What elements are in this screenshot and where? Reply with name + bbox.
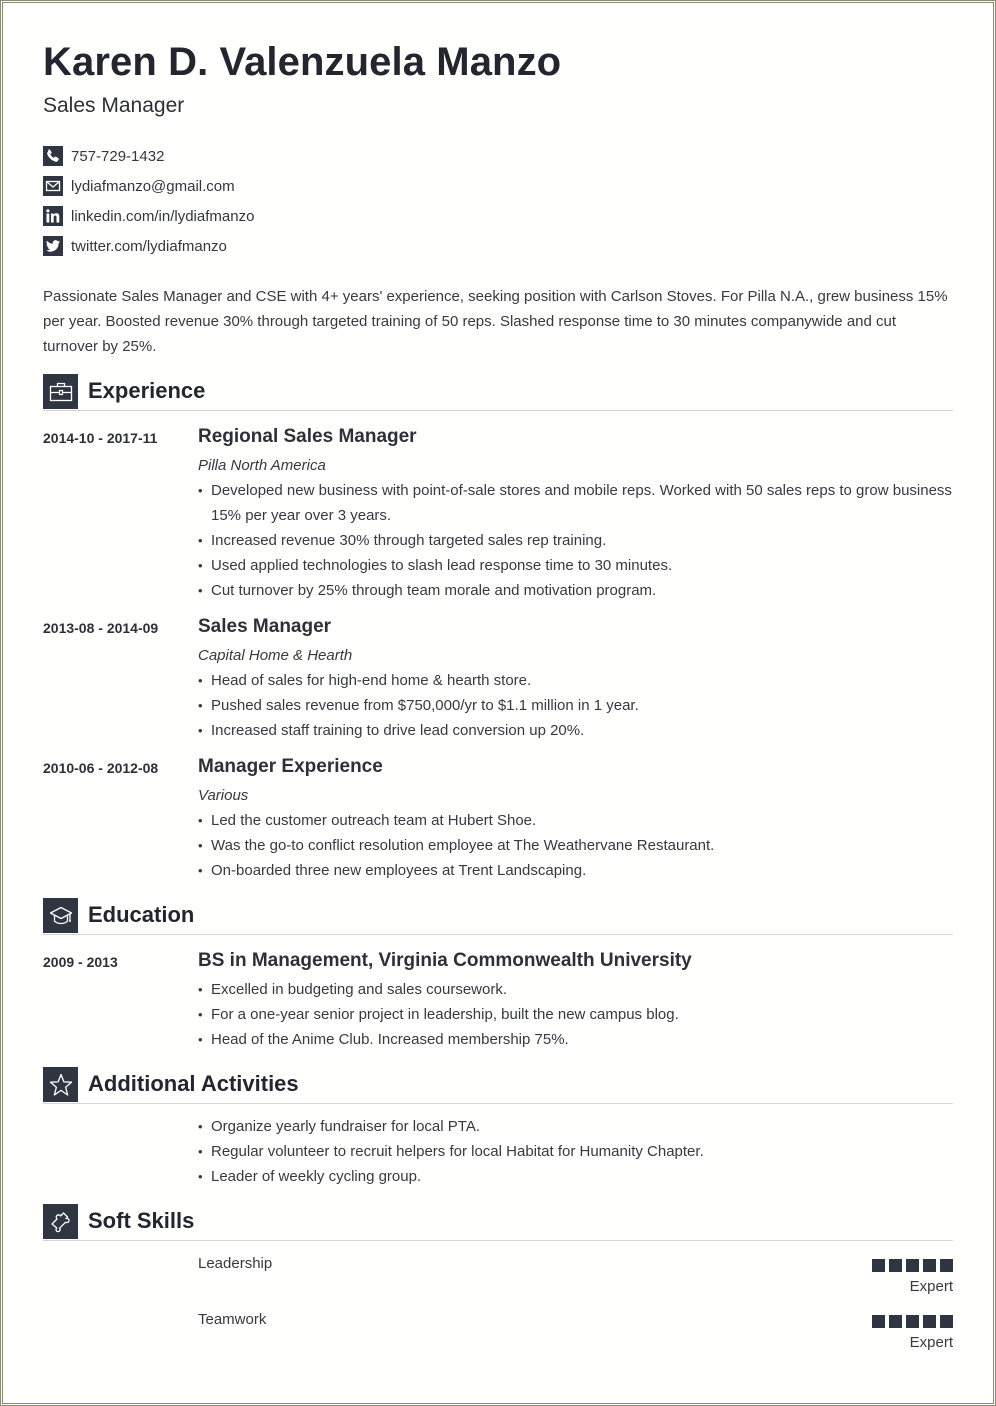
rating-square-icon [940,1315,953,1328]
contact-list [43,141,254,261]
bullet-item: • Cut turnover by 25% through team morale and motivation program. [198,578,953,603]
section-skills-header [43,1204,953,1241]
graduation-cap-icon [43,898,78,933]
experience-date: 2013-08 - 2014-09 [43,620,159,636]
contact-email[interactable] [43,171,254,201]
experience-company: Capital Home & Hearth [198,647,353,664]
skill-rating [872,1259,953,1272]
education-degree: BS in Management, Virginia Commonwealth University [198,950,692,971]
skill-level: Expert [909,1278,953,1295]
candidate-name: Karen D. Valenzuela Manzo [43,40,562,84]
section-activities-title: Additional Activities [88,1071,299,1096]
briefcase-icon [43,374,78,409]
contact-linkedin[interactable] [43,201,254,231]
rating-square-icon [906,1259,919,1272]
section-skills-title: Soft Skills [88,1208,195,1233]
education-date: 2009 - 2013 [43,954,118,970]
experience-role: Regional Sales Manager [198,426,417,447]
skill-row [43,1311,953,1361]
skill-name: Leadership [198,1255,273,1272]
section-experience-header [43,374,953,411]
experience-bullets [198,478,953,603]
rating-square-icon [923,1259,936,1272]
bullet-item: • Organize yearly fundraiser for local PTA. [198,1114,953,1139]
skill-name: Teamwork [198,1311,267,1328]
section-experience-title: Experience [88,378,206,403]
rating-square-icon [889,1259,902,1272]
rating-square-icon [923,1315,936,1328]
experience-bullets [198,808,953,883]
contact-twitter[interactable] [43,231,254,261]
skill-rating [872,1315,953,1328]
section-education-title: Education [88,902,195,927]
contact-twitter-text: twitter.com/lydiafmanzo [71,237,227,255]
contact-linkedin-text: linkedin.com/in/lydiafmanzo [71,207,255,225]
bullet-item: • Increased staff training to drive lead conversion up 20%. [198,718,953,743]
activities-bullets [198,1114,953,1189]
skill-row [43,1255,953,1305]
bullet-item: • On-boarded three new employees at Trent Landscaping. [198,858,953,883]
experience-role: Manager Experience [198,756,383,777]
puzzle-piece-icon [43,1204,78,1239]
experience-role: Sales Manager [198,616,332,637]
email-icon [43,176,63,196]
experience-bullets [198,668,953,743]
section-education-header [43,898,953,935]
bullet-item: • Developed new business with point-of-sale stores and mobile reps. Worked with 50 sales reps to grow business 15% per year over 3 years. [198,478,953,528]
contact-email-text: lydiafmanzo@gmail.com [71,177,235,195]
experience-company: Various [198,787,249,804]
rating-square-icon [889,1315,902,1328]
experience-company: Pilla North America [198,457,326,474]
experience-date: 2014-10 - 2017-11 [43,430,158,446]
bullet-item: • Head of sales for high-end home & hearth store. [198,668,953,693]
section-activities-header [43,1067,953,1104]
rating-square-icon [872,1315,885,1328]
bullet-item: • Was the go-to conflict resolution employee at The Weathervane Restaurant. [198,833,953,858]
bullet-item: • Regular volunteer to recruit helpers for local Habitat for Humanity Chapter. [198,1139,953,1164]
linkedin-icon [43,206,63,226]
bullet-item: • Used applied technologies to slash lead response time to 30 minutes. [198,553,953,578]
bullet-item: • For a one-year senior project in leadership, built the new campus blog. [198,1002,953,1027]
experience-date: 2010-06 - 2012-08 [43,760,159,776]
rating-square-icon [906,1315,919,1328]
bullet-item: • Pushed sales revenue from $750,000/yr to $1.1 million in 1 year. [198,693,953,718]
bullet-item: • Leader of weekly cycling group. [198,1164,953,1189]
rating-square-icon [940,1259,953,1272]
bullet-item: • Led the customer outreach team at Hubert Shoe. [198,808,953,833]
rating-square-icon [872,1259,885,1272]
phone-icon [43,146,63,166]
education-bullets [198,977,953,1052]
contact-phone[interactable] [43,141,254,171]
summary-paragraph: Passionate Sales Manager and CSE with 4+ years' experience, seeking position with Carlson Stoves. For Pilla N.A., grew business 15% per year. Boosted revenue 30% through targeted training of 50 reps. Slashed response time to 30 minutes companywide and cut turnover by 25%. [43,288,948,355]
candidate-title: Sales Manager [43,94,185,117]
bullet-item: • Excelled in budgeting and sales coursework. [198,977,953,1002]
skill-level: Expert [909,1334,953,1351]
star-icon [43,1067,78,1102]
twitter-icon [43,236,63,256]
bullet-item: • Head of the Anime Club. Increased membership 75%. [198,1027,953,1052]
bullet-item: • Increased revenue 30% through targeted sales rep training. [198,528,953,553]
contact-phone-text: 757-729-1432 [71,147,165,165]
